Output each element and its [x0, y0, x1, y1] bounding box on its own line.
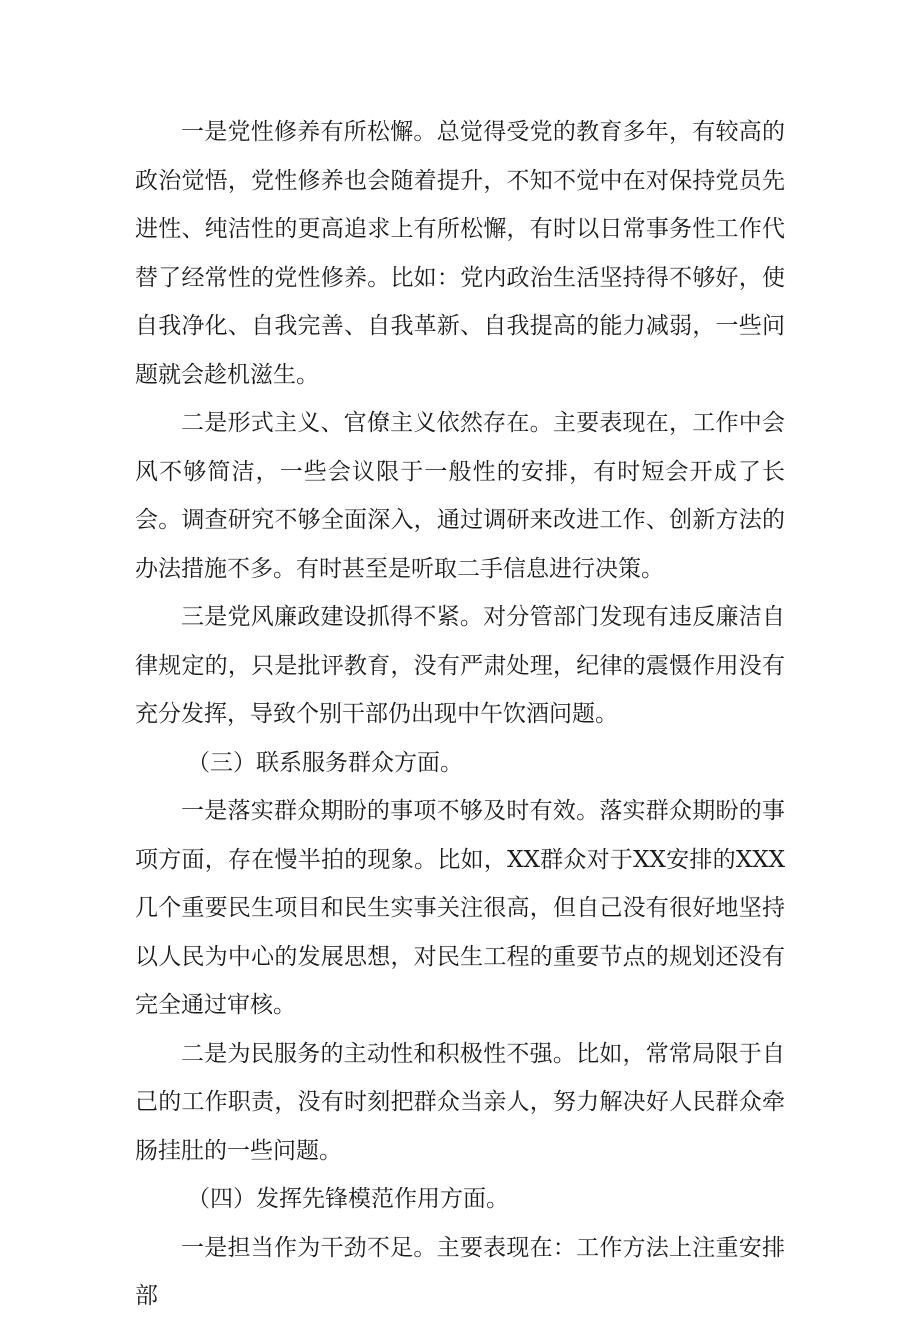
document-body — [135, 108, 785, 1321]
paragraph-responsibility: 一是担当作为干劲不足。主要表现在：工作方法上注重安排部 — [135, 1234, 785, 1309]
paragraph-formalism: 二是形式主义、官僚主义依然存在。主要表现在，工作中会风不够简洁，一些会议限于一般性的安排，有时短会开成了长会。调查研究不够全面深入，通过调研来改进工作、创新方法的办法措施不多。有时甚至是听取二手信息进行决策。 — [135, 410, 785, 582]
paragraph-party-spirit: 一是党性修养有所松懈。总觉得受党的教育多年，有较高的政治觉悟，党性修养也会随着提升，不知不觉中在对保持党员先进性、纯洁性的更高追求上有所松懈，有时以日常事务性工作代替了经常性的党性修养。比如：党内政治生活坚持得不够好，使自我净化、自我完善、自我革新、自我提高的能力减弱，一些问题就会趁机滋生。 — [135, 119, 785, 388]
section-heading-vanguard-role: （四）发挥先锋模范作用方面。 — [187, 1186, 509, 1212]
paragraph-public-expectations: 一是落实群众期盼的事项不够及时有效。落实群众期盼的事项方面，存在慢半拍的现象。比如，XX群众对于XX安排的XXX几个重要民生项目和民生实事关注很高，但自己没有很好地坚持以人民为中心的发展思想，对民生工程的重要节点的规划还没有完全通过审核。 — [135, 798, 785, 1018]
paragraph-service-initiative: 二是为民服务的主动性和积极性不强。比如，常常局限于自己的工作职责，没有时刻把群众当亲人，努力解决好人民群众牵肠挂肚的一些问题。 — [135, 1040, 785, 1164]
paragraph-integrity: 三是党风廉政建设抓得不紧。对分管部门发现有违反廉洁自律规定的，只是批评教育，没有严肃处理，纪律的震慑作用没有充分发挥，导致个别干部仍出现中午饮酒问题。 — [135, 604, 785, 727]
section-heading-serving-masses: （三）联系服务群众方面。 — [187, 749, 463, 776]
